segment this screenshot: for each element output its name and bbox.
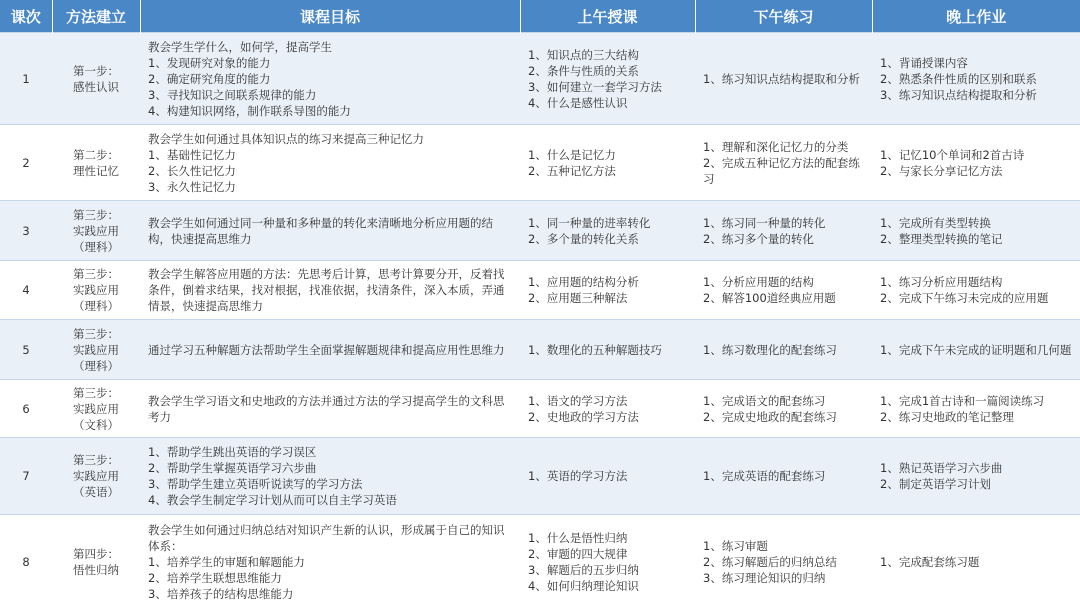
morning-line: 2、条件与性质的关系 <box>528 63 639 78</box>
cell-lesson-number: 2 <box>0 125 52 201</box>
afternoon-line: 1、练习数理化的配套练习 <box>703 342 837 357</box>
step-line: （理科） <box>73 358 119 373</box>
morning-line: 1、什么是记忆力 <box>528 147 616 162</box>
goal-line: 2、培养学生联想思维能力 <box>148 570 282 585</box>
step-line: 第二步： <box>73 147 119 162</box>
goal-line: 3、永久性记忆力 <box>148 179 236 194</box>
step-line: 悟性归纳 <box>73 562 119 577</box>
evening-line: 2、整理类型转换的笔记 <box>880 231 1003 246</box>
cell-step <box>52 438 140 515</box>
cell-morning <box>520 261 695 320</box>
morning-line: 2、五种记忆方法 <box>528 163 616 178</box>
cell-step <box>52 201 140 261</box>
step-line: 第三步： <box>73 207 119 222</box>
cell-lesson-number: 3 <box>0 201 52 261</box>
cell-afternoon <box>695 320 872 380</box>
cell-afternoon <box>695 261 872 320</box>
cell-morning <box>520 515 695 609</box>
evening-line: 2、练习史地政的笔记整理 <box>880 409 1014 424</box>
cell-afternoon <box>695 125 872 201</box>
morning-line: 1、同一种量的进率转化 <box>528 215 651 230</box>
afternoon-line: 3、练习理论知识的归纳 <box>703 570 826 585</box>
table-row <box>0 201 1080 261</box>
goal-line: 2、长久性记忆力 <box>148 163 236 178</box>
step-line: 实践应用 <box>73 401 119 416</box>
step-line: （文科） <box>73 417 119 432</box>
table-body <box>0 33 1080 609</box>
table-header-row <box>0 0 1080 33</box>
morning-line: 1、什么是悟性归纳 <box>528 530 628 545</box>
afternoon-line: 1、练习知识点结构提取和分析 <box>703 71 860 86</box>
step-line: 第一步： <box>73 63 119 78</box>
afternoon-line: 2、练习解题后的归纳总结 <box>703 554 837 569</box>
evening-line: 2、熟悉条件性质的区别和联系 <box>880 71 1037 86</box>
step-line: 第三步： <box>73 267 119 281</box>
afternoon-line: 1、完成语文的配套练习 <box>703 393 826 408</box>
cell-step <box>52 33 140 125</box>
goal-line: 教会学生学什么，如何学，提高学生 <box>148 39 332 54</box>
cell-afternoon <box>695 438 872 515</box>
step-line: 感性认识 <box>73 79 119 94</box>
cell-lesson-number: 7 <box>0 438 52 515</box>
afternoon-line: 2、完成五种记忆方法的配套练习 <box>703 155 860 186</box>
table-row <box>0 515 1080 609</box>
cell-goal <box>140 320 520 380</box>
morning-line: 3、解题后的五步归纳 <box>528 562 639 577</box>
header-afternoon: 下午练习 <box>695 0 872 33</box>
step-line: 第三步： <box>73 453 119 467</box>
table-row <box>0 33 1080 125</box>
cell-goal <box>140 515 520 609</box>
cell-morning <box>520 33 695 125</box>
cell-morning <box>520 320 695 380</box>
goal-line: 1、帮助学生跳出英语的学习误区 <box>148 445 317 459</box>
cell-step <box>52 320 140 380</box>
goal-line: 3、寻找知识之间联系规律的能力 <box>148 87 317 102</box>
goal-line: 3、帮助学生建立英语听说读写的学习方法 <box>148 477 363 491</box>
morning-line: 2、应用题三种解法 <box>528 291 628 305</box>
table-row <box>0 438 1080 515</box>
cell-lesson-number: 4 <box>0 261 52 320</box>
goal-line: 教会学生如何通过归纳总结对知识产生新的认识，形成属于自己的知识体系： <box>148 522 505 553</box>
afternoon-line: 1、完成英语的配套练习 <box>703 469 826 483</box>
cell-evening <box>872 201 1080 261</box>
goal-line: 2、确定研究角度的能力 <box>148 71 271 86</box>
afternoon-line: 1、练习审题 <box>703 538 768 553</box>
cell-evening <box>872 125 1080 201</box>
goal-line: 教会学生学习语文和史地政的方法并通过方法的学习提高学生的文科思考力 <box>148 393 505 424</box>
table-row <box>0 261 1080 320</box>
cell-goal <box>140 33 520 125</box>
goal-line: 1、发现研究对象的能力 <box>148 55 271 70</box>
cell-goal <box>140 261 520 320</box>
header-goal: 课程目标 <box>140 0 520 33</box>
evening-line: 2、完成下午练习未完成的应用题 <box>880 291 1049 305</box>
morning-line: 1、语文的学习方法 <box>528 393 628 408</box>
cell-evening <box>872 380 1080 438</box>
cell-afternoon <box>695 380 872 438</box>
evening-line: 1、完成所有类型转换 <box>880 215 991 230</box>
morning-line: 3、如何建立一套学习方法 <box>528 79 662 94</box>
cell-morning <box>520 438 695 515</box>
step-line: （理科） <box>73 239 119 254</box>
header-morning: 上午授课 <box>520 0 695 33</box>
step-line: 第三步： <box>73 326 119 341</box>
step-line: 第三步： <box>73 385 119 400</box>
morning-line: 4、什么是感性认识 <box>528 95 628 110</box>
cell-goal <box>140 125 520 201</box>
evening-line: 2、与家长分享记忆方法 <box>880 163 1003 178</box>
morning-line: 2、史地政的学习方法 <box>528 409 639 424</box>
cell-evening <box>872 438 1080 515</box>
cell-step <box>52 380 140 438</box>
morning-line: 4、如何归纳理论知识 <box>528 578 639 593</box>
cell-evening <box>872 320 1080 380</box>
evening-line: 1、完成配套练习题 <box>880 554 980 569</box>
goal-line: 4、教会学生制定学习计划从而可以自主学习英语 <box>148 493 397 507</box>
cell-lesson-number: 8 <box>0 515 52 609</box>
morning-line: 1、应用题的结构分析 <box>528 275 639 289</box>
evening-line: 1、记忆10个单词和2首古诗 <box>880 147 1025 162</box>
header-lesson: 课次 <box>0 0 52 33</box>
step-line: 实践应用 <box>73 223 119 238</box>
cell-morning <box>520 201 695 261</box>
goal-line: 教会学生如何通过同一种量和多种量的转化来清晰地分析应用题的结构，快速提高思维力 <box>148 215 493 246</box>
evening-line: 1、背诵授课内容 <box>880 55 968 70</box>
evening-line: 3、练习知识点结构提取和分析 <box>880 87 1037 102</box>
goal-line: 1、培养学生的审题和解题能力 <box>148 554 305 569</box>
cell-morning <box>520 125 695 201</box>
evening-line: 2、制定英语学习计划 <box>880 477 991 491</box>
evening-line: 1、完成下午未完成的证明题和几何题 <box>880 342 1072 357</box>
cell-goal <box>140 380 520 438</box>
goal-line: 教会学生如何通过具体知识点的练习来提高三种记忆力 <box>148 131 424 146</box>
afternoon-line: 1、分析应用题的结构 <box>703 275 814 289</box>
cell-lesson-number: 1 <box>0 33 52 125</box>
morning-line: 1、英语的学习方法 <box>528 469 628 483</box>
afternoon-line: 1、理解和深化记忆力的分类 <box>703 139 849 154</box>
step-line: 第四步： <box>73 546 119 561</box>
step-line: （英语） <box>73 485 119 499</box>
goal-line: 4、构建知识网络，制作联系导图的能力 <box>148 103 351 118</box>
table-row <box>0 380 1080 438</box>
cell-afternoon <box>695 201 872 261</box>
cell-afternoon <box>695 515 872 609</box>
step-line: 理性记忆 <box>73 163 119 178</box>
cell-evening <box>872 515 1080 609</box>
afternoon-line: 2、完成史地政的配套练习 <box>703 409 837 424</box>
goal-line: 教会学生解答应用题的方法：先思考后计算，思考计算要分开，反着找条件，倒着求结果，找对根据，找准依据，找清条件，深入本质，弄通情景，快速提高思维力 <box>148 267 505 313</box>
cell-evening <box>872 261 1080 320</box>
morning-line: 1、知识点的三大结构 <box>528 47 639 62</box>
header-method: 方法建立 <box>52 0 140 33</box>
afternoon-line: 1、练习同一种量的转化 <box>703 215 826 230</box>
table-row <box>0 125 1080 201</box>
step-line: 实践应用 <box>73 283 119 297</box>
cell-step <box>52 515 140 609</box>
morning-line: 2、审题的四大规律 <box>528 546 628 561</box>
cell-goal <box>140 438 520 515</box>
afternoon-line: 2、解答100道经典应用题 <box>703 291 836 305</box>
step-line: 实践应用 <box>73 469 119 483</box>
morning-line: 1、数理化的五种解题技巧 <box>528 342 662 357</box>
evening-line: 1、完成1首古诗和一篇阅读练习 <box>880 393 1045 408</box>
cell-afternoon <box>695 33 872 125</box>
goal-line: 2、帮助学生掌握英语学习六步曲 <box>148 461 317 475</box>
cell-step <box>52 125 140 201</box>
cell-lesson-number: 5 <box>0 320 52 380</box>
goal-line: 3、培养孩子的结构思维能力 <box>148 586 294 601</box>
cell-evening <box>872 33 1080 125</box>
goal-line: 1、基础性记忆力 <box>148 147 236 162</box>
morning-line: 2、多个量的转化关系 <box>528 231 639 246</box>
cell-goal <box>140 201 520 261</box>
evening-line: 1、练习分析应用题结构 <box>880 275 1003 289</box>
evening-line: 1、熟记英语学习六步曲 <box>880 461 1003 475</box>
step-line: （理科） <box>73 299 119 313</box>
step-line: 实践应用 <box>73 342 119 357</box>
cell-morning <box>520 380 695 438</box>
table-row <box>0 320 1080 380</box>
goal-line: 通过学习五种解题方法帮助学生全面掌握解题规律和提高应用性思维力 <box>148 342 505 357</box>
header-evening: 晚上作业 <box>872 0 1080 33</box>
cell-lesson-number: 6 <box>0 380 52 438</box>
cell-step <box>52 261 140 320</box>
afternoon-line: 2、练习多个量的转化 <box>703 231 814 246</box>
